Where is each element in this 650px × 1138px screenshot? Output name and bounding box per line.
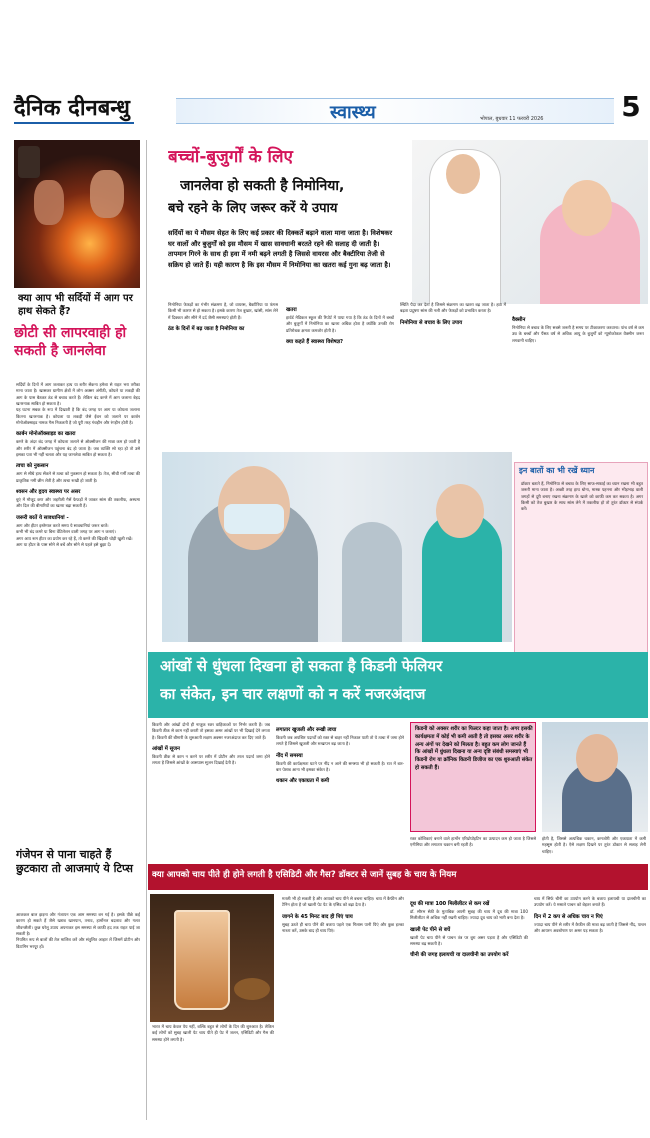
mug-shape <box>18 146 40 178</box>
list-item: आग और हीटर इस्तेमाल करते समय ये सावधानियां जरूर बरतें। <box>16 522 109 528</box>
top-kicker: बच्चों-बुजुर्गों के लिए <box>168 147 293 167</box>
kidney-highlight <box>410 722 536 832</box>
subheading: दूध की मात्रा 100 मिलीलीटर से कम रखें <box>410 901 490 907</box>
subheading: श्वसन और हृदय स्वास्थ्य पर असर <box>16 489 81 496</box>
paragraph: स्थिति पैदा कर देता है जिससे संक्रमण का खतरा बढ़ जाता है। हवा में बढ़ता प्रदूषण सांस की नली और फेफड़ों को प्रभावित करता है। <box>400 302 506 314</box>
subheading: लगातार खुजली और रूखी त्वचा <box>276 727 337 733</box>
kidney-col-1 <box>152 722 270 850</box>
paragraph: सर्दियों के दिनों में आग जलाकर हाथ या शरीर सेंकना हमेशा से राहत भरा तरीका माना जाता है। खासकर ग्रामीण क्षेत्रों में लोग अक्सर अंगीठी, कोयले या लकड़ी की आग के पास बैठकर ठंड से बचाव करते हैं। लेकिन बंद कमरे में आग जलाना बेहद खतरनाक साबित हो सकता है। <box>16 382 140 407</box>
doctor-child-photo <box>412 140 648 304</box>
tips-box <box>514 462 648 658</box>
paragraph: आजकल बाल झड़ना और गंजापन एक आम समस्या बन गई है। इसके पीछे कई कारण हो सकते हैं जैसे खराब खानपान, तनाव, हार्मोनल बदलाव और गलत जीवनशैली। कुछ घरेलू उपाय अपनाकर इस समस्या से काफी हद तक राहत पाई जा सकती है। <box>16 912 140 937</box>
paragraph: खाली पेट चाय पीने से पाचन तंत्र पर बुरा असर पड़ता है और एसिडिटी की समस्या बढ़ सकती है। <box>410 934 528 947</box>
paragraph: किडनी और आंखों दोनों ही नाजुक रक्त वाहिकाओं पर निर्भर करती हैं। जब किडनी ठीक से काम नहीं करती तो इसका असर आंखों पर भी दिखाई देने लगता है। किडनी की बीमारी के शुरुआती लक्षण अक्सर नजरअंदाज कर दिए जाते हैं। <box>152 722 270 740</box>
subheading: ठंड के दिनों में बढ़ जाता है निमोनिया का <box>168 326 245 333</box>
paragraph: हार्वर्ड मेडिकल स्कूल की रिपोर्ट में पाया गया है कि ठंड के दिनों में बच्चों और बुजुर्गों में निमोनिया का खतरा अधिक होता है क्योंकि उनकी रोग प्रतिरोधक क्षमता कमजोर होती है। <box>286 315 394 333</box>
subheading: त्वचा को नुकसान <box>16 463 49 470</box>
top-col-3 <box>400 302 506 452</box>
paragraph: होती है, जिससे अत्यधिक थकान, कमजोरी और एकाग्रता में कमी महसूस होती है। ऐसे लक्षण दिखने पर तुरंत डॉक्टर से सलाह लेनी चाहिए। <box>542 836 646 854</box>
kidney-highlight-text: किडनी को अक्सर शरीर का फिल्टर कहा जाता है। अगर इसकी कार्यक्षमता में कोई भी कमी आती है तो इसका असर शरीर के अन्य अंगों पर देखने को मिलता है। बहुत कम लोग जानते हैं कि आंखों में धुंधला दिखना या अन्य दृष्टि संबंधी समस्याएं भी किडनी रोग या क्रॉनिक किडनी डिजीज का एक शुरुआती संकेत हो सकती हैं। <box>415 726 533 771</box>
paragraph: धुएं में मौजूद कण और जहरीली गैसें फेफड़ों में जाकर सांस की तकलीफ, अस्थमा और दिल की बीमारियों का खतरा बढ़ा सकती हैं। <box>16 497 140 509</box>
hand-shape <box>90 170 124 218</box>
child-head <box>562 180 612 236</box>
doctor-head <box>446 154 480 194</box>
tips-box-text: डॉक्टर बताते हैं, निमोनिया से बचाव के लिए साफ-सफाई का ध्यान रखना भी बहुत जरूरी माना जाता है। अच्छी तरह हाथ धोना, मास्क पहनना और भीड़भाड़ वाली जगहों से दूरी बनाए रखना संक्रमण के खतरे को काफी कम कर सकता है। अगर किसी को तेज बुखार के साथ सांस लेने में तकलीफ हो तो तुरंत डॉक्टर से संपर्क करें। <box>521 481 643 512</box>
page-number: 5 <box>614 88 648 126</box>
section-banner <box>176 98 616 124</box>
paragraph: सुबह उठते ही चाय पीने की बजाय पहले एक गिलास पानी पिएं और कुछ हल्का नाश्ता करें, उसके बाद ही चाय पिएं। <box>282 921 404 934</box>
header-rule <box>14 122 134 124</box>
list-item: अगर आप रूम हीटर का प्रयोग कर रहे हैं, तो कमरे की खिड़की थोड़ी खुली रखें। <box>16 535 133 541</box>
paragraph: किडनी जब अपशिष्ट पदार्थों को रक्त से बाहर नहीं निकाल पाती तो ये त्वचा में जमा होने लगते हैं जिससे खुजली और रूखापन बढ़ जाता है। <box>276 735 404 747</box>
paragraph: किडनी ठीक से काम न करने पर शरीर में प्रोटीन और तरल पदार्थ जमा होने लगता है जिससे आंखों के आसपास सूजन दिखाई देती है। <box>152 754 270 766</box>
paragraph: किडनी की कार्यक्षमता घटने पर नींद न आने की समस्या भी हो सकती है। रात में बार-बार पेशाब आना भी इसका संकेत है। <box>276 760 404 773</box>
kidney-col-2 <box>276 722 404 850</box>
list-item: कभी भी बंद कमरे या बिना वेंटिलेशन वाली जगह पर आग न जलाएं। <box>16 529 116 535</box>
subheading: आंखों में सूजन <box>152 746 180 753</box>
woman-head <box>576 734 618 782</box>
top-col-2 <box>286 302 394 452</box>
kidney-col-4 <box>542 836 646 862</box>
kidney-headline-line2: का संकेत, इन चार लक्षणों को न करें नजरअंदाज <box>160 685 426 703</box>
paragraph: यह घटना सबक के रूप में दिखाती है कि बंद जगह पर आग या कोयला जलाना कितना खतरनाक है। कोयला या लकड़ी जैसे ईंधन को जलाने पर कार्बन मोनोऑक्साइड नामक गैस निकलती है जो पूरी तरह गंधहीन और रंगहीन होती है। <box>16 407 140 426</box>
subheading: कार्बन मोनोऑक्साइड का खतरा <box>16 431 76 438</box>
tea-headline: क्या आपको चाय पीते ही होने लगती है एसिडिटी और गैस? डॉक्टर से जानें सुबह के चाय के नियम <box>152 870 457 880</box>
masthead-title: दैनिक दीनबन्धु <box>14 96 130 121</box>
top-headline-line1: जानलेवा हो सकती है निमोनिया, <box>180 178 345 194</box>
tips-box-title: इन बातों का भी रखें ध्यान <box>519 466 595 475</box>
kidney-headline-line1: आंखों से धुंधला दिखना हो सकता है किडनी फेलियर <box>160 657 443 675</box>
left-headline: छोटी सी लापरवाही हो सकती है जानलेवा <box>14 325 127 360</box>
paragraph: निमोनिया फेफड़ों का गंभीर संक्रमण है, जो वायरस, बैक्टीरिया या फंगस किसी भी कारण से हो सकता है। इसके कारण तेज बुखार, खांसी, सांस लेने में दिक्कत और सीने में दर्द जैसी समस्याएं होती हैं। <box>168 302 278 320</box>
subheading: खतरा <box>286 307 297 313</box>
dateline: भोपाल, बुधवार 11 फरवरी 2026 <box>480 116 544 122</box>
kidney-col-3 <box>410 836 536 860</box>
paragraph: रक्त कोशिकाएं बनाने वाले हार्मोन एरिथ्रोपोइटिन का उत्पादन कम हो जाता है जिससे एनीमिया और लगातार थकान बनी रहती है। <box>410 836 536 848</box>
left-story-2-body <box>16 912 140 1122</box>
mask-shape <box>224 504 284 534</box>
nurse-head <box>436 484 484 538</box>
elderly-mask-photo <box>162 452 512 642</box>
tea-col-2 <box>282 896 404 1124</box>
subheading: नींद में समस्या <box>276 752 303 759</box>
paragraph: डॉ. सौरभ सेठी के मुताबिक अपनी सुबह की चाय में दूध की मात्रा 100 मिलीलीटर से अधिक नहीं रखनी चाहिए। ज्यादा दूध चाय को भारी बना देता है। <box>410 909 528 921</box>
top-col-4 <box>512 312 644 460</box>
column-divider <box>146 140 147 1120</box>
hand-shape <box>34 180 64 225</box>
subheading: निमोनिया से बचाव के लिए उपाय <box>400 319 463 326</box>
top-col-1 <box>168 302 278 452</box>
tea-glass-photo <box>150 894 274 1022</box>
subheading: चीनी की जगह इलायची या दालचीनी का उपयोग करें <box>410 952 509 959</box>
tea-col-4 <box>534 896 646 1124</box>
paragraph: चाय में सिर्फ चीनी का उपयोग करने के बजाय इलायची या दालचीनी का उपयोग करें। ये मसाले पाचन को बेहतर बनाते हैं। <box>534 896 646 908</box>
section-title: स्वास्थ्य <box>330 102 376 123</box>
paragraph: भारत में चाय केवल पेय नहीं, बल्कि बहुत से लोगों के दिन की शुरुआत है। लेकिन कई लोगों को सुबह खाली पेट चाय पीते ही पेट में जलन, एसिडिटी और गैस की समस्या होने लगती है। <box>152 1024 274 1042</box>
precautions-list <box>16 523 140 548</box>
subheading: थकान और एकाग्रता में कमी <box>276 778 330 785</box>
campfire-hands-photo <box>14 140 140 288</box>
paragraph: नियमित रूप से बालों की तेल मालिश करें और संतुलित आहार लें जिसमें प्रोटीन और विटामिन भरपूर हों। <box>16 937 140 949</box>
spices-shape <box>234 978 270 1000</box>
kidney-eye-photo <box>542 722 648 832</box>
subheading: क्या कहते हैं स्वास्थ्य विशेषज्ञ? <box>286 339 344 346</box>
bg-person <box>342 522 402 642</box>
subheading: वैक्सीन <box>512 317 526 323</box>
paragraph: मतली भी हो सकती है और आपको चाय पीने से बचना चाहिए। चाय में कैफीन और टैनिन होता है जो खाली पेट पेट के एसिड को बढ़ा देता है। <box>282 896 404 908</box>
left-kicker: क्या आप भी सर्दियों में आग पर हाथ सेकते हैं? <box>18 293 133 317</box>
tea-col-3 <box>410 896 528 1124</box>
page-header <box>0 88 650 132</box>
paragraph: आग से सीधे हाथ सेंकने से त्वचा को नुकसान हो सकता है। तेज, सीधी गर्मी त्वचा की प्राकृतिक नमी छीन लेती है और त्वचा रूखी हो जाती है। <box>16 471 140 483</box>
subheading: जरूरी बरतें ये सावधानियां - <box>16 514 69 521</box>
paragraph: कमरे के अंदर बंद जगह में कोयला जलाने से ऑक्सीजन की मात्रा कम हो जाती है और शरीर में ऑक्सीजन पहुंचना बंद हो जाता है। जब व्यक्ति सो रहा हो तो उसे इसका पता भी नहीं चलता और यह जानलेवा साबित हो सकता है। <box>16 439 140 458</box>
paragraph: ज्यादा चाय पीने से शरीर में कैफीन की मात्रा बढ़ जाती है जिससे नींद, पाचन और आयरन अवशोषण पर असर पड़ सकता है। <box>534 921 646 934</box>
subheading: जागने के 45 मिनट बाद ही पिएं चाय <box>282 913 353 920</box>
paragraph: निमोनिया से बचाव के लिए सबसे जरूरी है समय पर टीकाकरण करवाना। पांच वर्ष से कम उम्र के बच्चों और पैंसठ वर्ष से अधिक आयु के बुजुर्गों को न्यूमोकोकल वैक्सीन जरूर लगवानी चाहिए। <box>512 325 644 343</box>
top-headline-line2: बचे रहने के लिए जरूर करें ये उपाय <box>168 201 338 216</box>
glass-shape <box>174 910 230 1010</box>
subheading: दिन में 2 कप से अधिक चाय न पिएं <box>534 913 603 920</box>
tea-col-1 <box>152 1024 274 1124</box>
left-headline-2: गंजेपन से पाना चाहते हैं छुटकारा तो आजमाएं ये टिप्स <box>16 848 133 876</box>
subheading: खाली पेट पीने से बचें <box>410 926 451 933</box>
left-story-body <box>16 382 140 892</box>
top-intro: सर्दियों का ये मौसम सेहत के लिए कई प्रकार की दिक्कतें बढ़ाने वाला माना जाता है। विशेषकर घर वालों और बुजुर्गों को इस मौसम में खास सावधानी बरतते रहने की सलाह दी जाती है। तापमान गिरने के साथ ही हवा में नमी बढ़ने लगती है जिससे वायरस और बैक्टीरिया तेजी से सक्रिय हो जाते हैं। यही कारण है कि इस मौसम में निमोनिया का खतरा कई गुना बढ़ जाता है। <box>168 229 393 269</box>
list-item: आग या हीटर के पास सोने से बचें और सोने से पहले इसे बुझा दें। <box>16 541 112 547</box>
